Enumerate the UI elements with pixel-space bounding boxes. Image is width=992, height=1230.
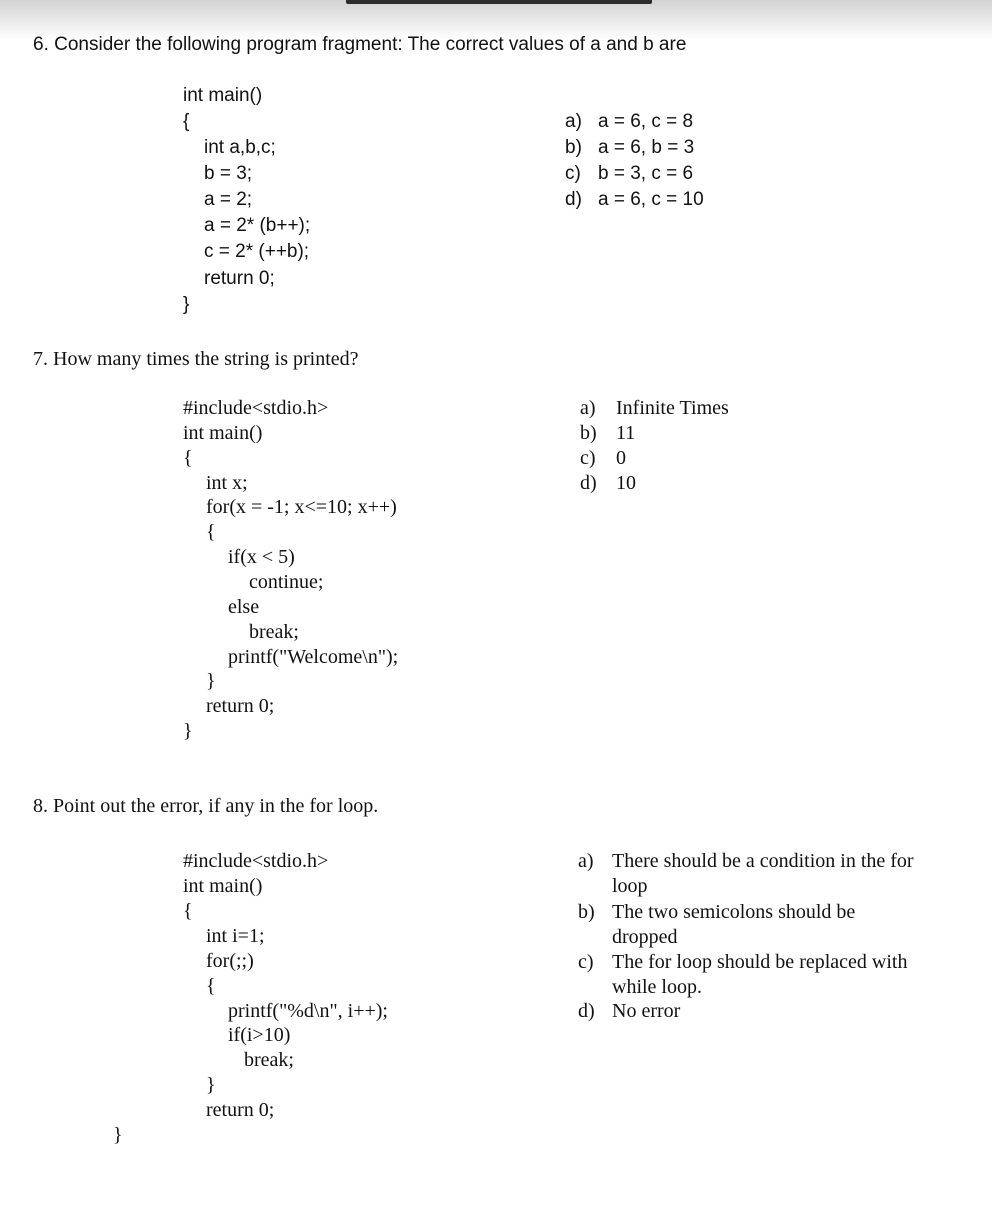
option-label: d) <box>565 189 582 210</box>
code-line: break; <box>249 621 299 643</box>
option-text: a = 6, b = 3 <box>598 137 695 158</box>
code-line: printf("%d\n", i++); <box>228 1000 388 1022</box>
option-text: There should be a condition in the for <box>612 850 914 872</box>
option-text: The two semicolons should be <box>612 901 856 923</box>
code-line: else <box>228 596 260 618</box>
code-line: break; <box>244 1049 294 1071</box>
code-line: b = 3; <box>204 163 253 184</box>
code-line: a = 2* (b++); <box>204 215 311 236</box>
option-text: Infinite Times <box>616 397 729 419</box>
q6-question: 6. Consider the following program fragment: The correct values of a and b are <box>33 34 687 55</box>
code-line: #include<stdio.h> <box>183 397 329 419</box>
code-line: int x; <box>206 472 248 494</box>
code-line: } <box>183 294 190 315</box>
code-line: return 0; <box>204 268 275 289</box>
code-line: int i=1; <box>206 925 265 947</box>
code-line: #include<stdio.h> <box>183 850 329 872</box>
option-label: a) <box>578 850 594 872</box>
option-label: d) <box>580 472 597 494</box>
option-label: d) <box>578 1000 595 1022</box>
code-line: if(x < 5) <box>228 546 295 568</box>
option-text: The for loop should be replaced with <box>612 951 908 973</box>
option-label: b) <box>580 422 597 444</box>
option-label: b) <box>578 901 595 923</box>
code-line: if(i>10) <box>228 1024 291 1046</box>
option-text-continued: while loop. <box>612 976 702 998</box>
option-text: 0 <box>616 447 626 469</box>
option-text: a = 6, c = 10 <box>598 189 704 210</box>
code-line: } <box>206 1074 216 1096</box>
code-line: for(;;) <box>206 950 254 972</box>
code-line: int main() <box>183 875 263 897</box>
code-line: { <box>183 111 190 132</box>
option-label: a) <box>580 397 596 419</box>
code-line: { <box>183 447 193 469</box>
code-line: } <box>113 1124 123 1146</box>
viewer-top-bar <box>346 0 652 4</box>
code-line: return 0; <box>206 695 275 717</box>
option-label: c) <box>580 447 596 469</box>
option-label: b) <box>565 137 582 158</box>
code-line: return 0; <box>206 1099 275 1121</box>
option-text: b = 3, c = 6 <box>598 163 694 184</box>
option-text-continued: loop <box>612 875 648 897</box>
option-label: c) <box>565 163 581 184</box>
q8-question: 8. Point out the error, if any in the for loop. <box>33 795 379 817</box>
code-line: printf("Welcome\n"); <box>228 646 399 668</box>
code-line: } <box>183 720 193 742</box>
option-text: 10 <box>616 472 636 494</box>
code-line: for(x = -1; x<=10; x++) <box>206 496 397 518</box>
code-line: { <box>206 521 216 543</box>
option-text: a = 6, c = 8 <box>598 111 694 132</box>
code-line: continue; <box>249 571 324 593</box>
code-line: } <box>206 670 216 692</box>
option-text: 11 <box>616 422 636 444</box>
code-line: { <box>183 900 193 922</box>
code-line: a = 2; <box>204 189 253 210</box>
option-text-continued: dropped <box>612 926 678 948</box>
option-text: No error <box>612 1000 681 1022</box>
code-line: int a,b,c; <box>204 137 276 158</box>
option-label: c) <box>578 951 594 973</box>
option-label: a) <box>565 111 582 132</box>
code-line: int main() <box>183 422 263 444</box>
q7-question: 7. How many times the string is printed? <box>33 348 359 370</box>
code-line: { <box>206 975 216 997</box>
code-line: c = 2* (++b); <box>204 241 310 262</box>
code-line: int main() <box>183 85 263 106</box>
